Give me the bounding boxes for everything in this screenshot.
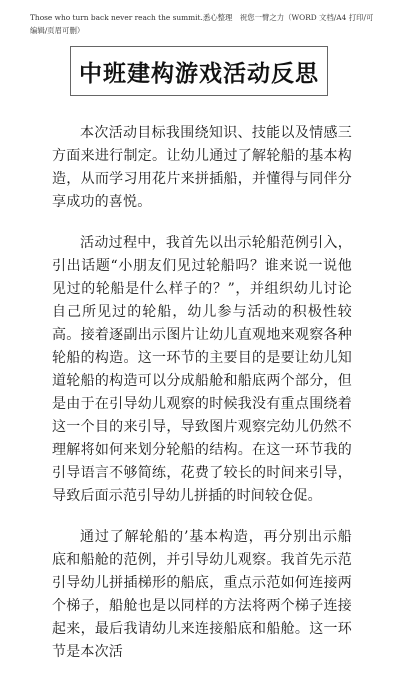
page-header: [30, 11, 375, 37]
title-box: [70, 46, 328, 96]
paragraph-1: 本次活动目标我围绕知识、技能以及情感三方面来进行制定。让幼儿通过了解轮船的基本构造，从而学习用花片来拼插船，并懂得与同伴分享成功的喜悦。: [52, 125, 352, 210]
document-body: [52, 122, 352, 682]
header-text: Those who turn back never reach the summit.悉心整理 祝您一臂之力（WORD 文档/A4 打印/可编辑/页眉可删）: [30, 13, 374, 35]
paragraph-3: 通过了解轮船的’基本构造，再分别出示船底和船舱的范例，并引导幼儿观察。我首先示范引导幼儿拼插梯形的船底，重点示范如何连接两个梯子，船舱也是以同样的方法将两个梯子连接起来，最后我请幼儿来连接船底和船舱。这一环节是本次活: [52, 529, 352, 660]
paragraph-2: 活动过程中，我首先以出示轮船范例引入，引出话题“小朋友们见过轮船吗？谁来说一说他见过的轮船是什么样子的？”，并组织幼儿讨论自己所见过的轮船，幼儿参与活动的积极性较高。接着逐副出示图片让幼儿直观地来观察各种轮船的构造。这一环节的主要目的是要让幼儿知道轮船的构造可以分成船舱和船底两个部分，但是由于在引导幼儿观察的时候我没有重点围绕着这一个目的来引导，导致图片观察完幼儿仍然不理解将如何来划分轮船的结构。在这一环节我的引导语言不够简练，花费了较长的时间来引导，导致后面示范引导幼儿拼插的时间较仓促。: [52, 235, 352, 504]
document-title: 中班建构游戏活动反思: [79, 60, 319, 87]
